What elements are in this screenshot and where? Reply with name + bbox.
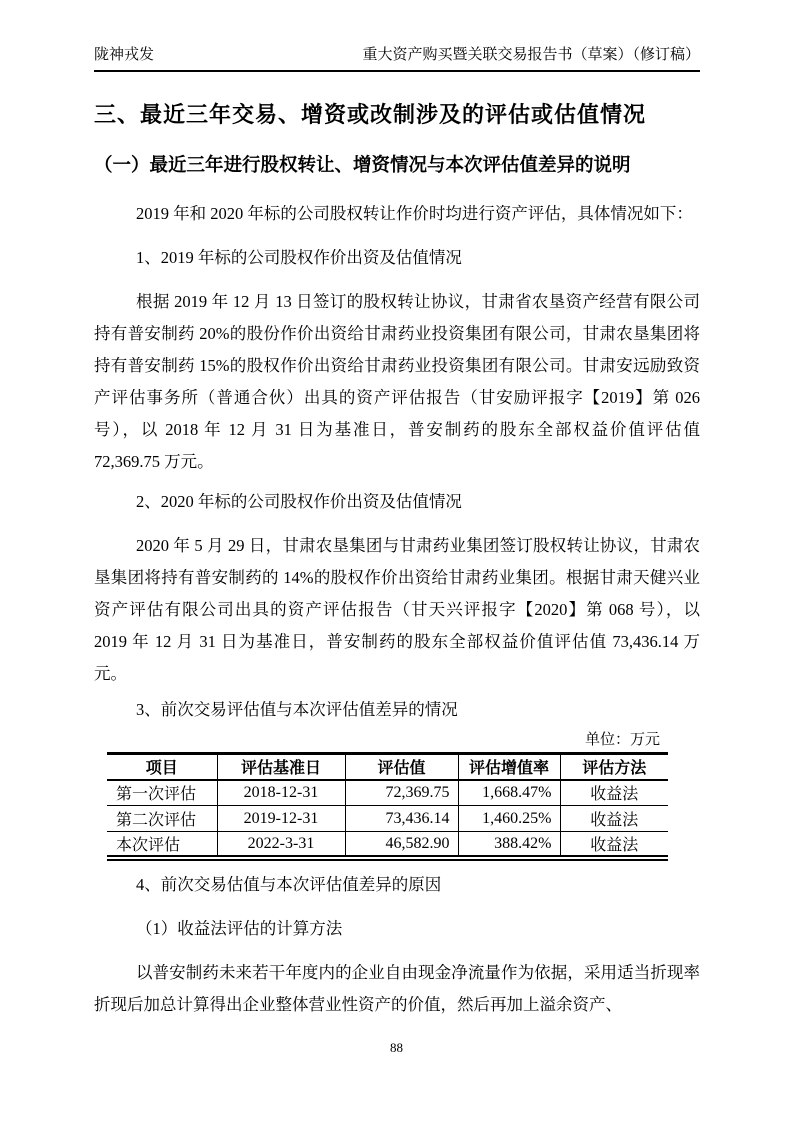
table-cell: 第一次评估	[107, 780, 217, 806]
table-header-item: 项目	[107, 754, 217, 780]
item-5-heading: （1）收益法评估的计算方法	[136, 919, 343, 938]
item-3-heading: 3、前次交易评估值与本次评估值差异的情况	[136, 700, 458, 719]
table-cell: 2019-12-31	[217, 806, 345, 832]
page-number: 88	[390, 1040, 403, 1055]
item-4-heading: 4、前次交易估值与本次评估值差异的原因	[136, 875, 442, 894]
table-cell: 72,369.75	[345, 780, 458, 806]
paragraph-intro: 2019 年和 2020 年标的公司股权转让作价时均进行资产评估，具体情况如下：	[136, 204, 693, 223]
paragraph-2020-valuation: 2020 年 5 月 29 日，甘肃农垦集团与甘肃药业集团签订股权转让协议，甘肃农垦集团将持有普安制药的 14%的股权作价出资给甘肃药业集团。根据甘肃天健兴业资产评估有限公司出具的资产评估报告（甘天兴评报字【2020】第 068 号），以 2019 年 12 月 31 日为基准日，普安制药的股东全部权益价值评估值 73,436.14 万元。	[94, 536, 700, 683]
table-header-base-date: 评估基准日	[217, 754, 345, 780]
table-header-value: 评估值	[345, 754, 458, 780]
table-cell: 收益法	[560, 780, 668, 806]
header-company-name: 陇神戎发	[94, 47, 155, 63]
running-header	[94, 0, 700, 72]
valuation-table	[107, 752, 668, 861]
table-cell: 本次评估	[107, 832, 217, 859]
item-1-heading: 1、2019 年标的公司股权作价出资及估值情况	[136, 248, 462, 267]
subsection-heading: （一）最近三年进行股权转让、增资情况与本次评估值差异的说明	[94, 154, 631, 175]
table-cell: 1,460.25%	[458, 806, 560, 832]
table-row	[107, 806, 668, 832]
table-cell: 第二次评估	[107, 806, 217, 832]
paragraph-income-method: 以普安制药未来若干年度内的企业自由现金净流量作为依据，采用适当折现率折现后加总计算得出企业整体营业性资产的价值，然后再加上溢余资产、	[94, 963, 700, 1014]
table-cell: 46,582.90	[345, 832, 458, 859]
table-header-row	[107, 754, 668, 780]
table-header-increase: 评估增值率	[458, 754, 560, 780]
table-cell: 收益法	[560, 806, 668, 832]
paragraph-2019-valuation: 根据 2019 年 12 月 13 日签订的股权转让协议，甘肃省农垦资产经营有限公司持有普安制药 20%的股份作价出资给甘肃药业投资集团有限公司，甘肃农垦集团将持有普安制药 15%的股权作价出资给甘肃药业投资集团有限公司。甘肃安远励致资产评估事务所（普通合伙）出具的资产评估报告（甘安励评报字【2019】第 026 号），以 2018 年 12 月 31 日为基准日，普安制药的股东全部权益价值评估值 72,369.75 万元。	[94, 292, 700, 471]
item-2-heading: 2、2020 年标的公司股权作价出资及估值情况	[136, 492, 462, 511]
table-row	[107, 780, 668, 806]
table-header-method: 评估方法	[560, 754, 668, 780]
table-cell: 2018-12-31	[217, 780, 345, 806]
table-row	[107, 832, 668, 859]
table-cell: 2022-3-31	[217, 832, 345, 859]
table-cell: 收益法	[590, 837, 639, 854]
header-report-title: 重大资产购买暨关联交易报告书（草案）（修订稿）	[362, 47, 700, 63]
table-cell: 73,436.14	[345, 806, 458, 832]
table-cell: 388.42%	[458, 832, 560, 859]
table-cell: 1,668.47%	[458, 780, 560, 806]
table-unit-label: 单位：万元	[584, 732, 660, 748]
section-heading: 三、最近三年交易、增资或改制涉及的评估或估值情况	[94, 102, 647, 127]
